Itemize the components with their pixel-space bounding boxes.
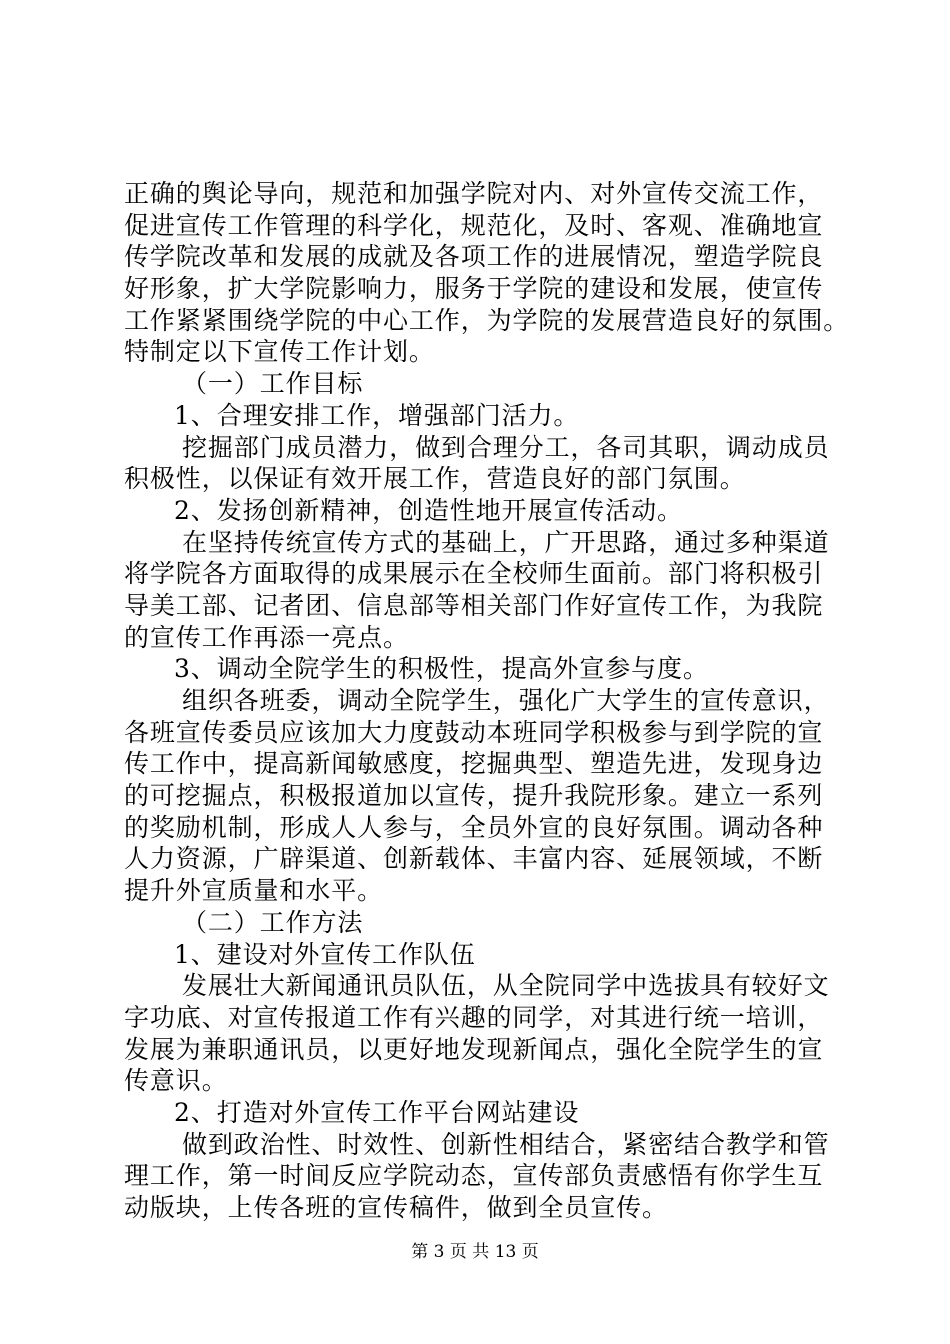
text-line: 2、发扬创新精神，创造性地开展宣传活动。 — [174, 495, 683, 525]
text-line: （一）工作目标 — [182, 369, 364, 399]
text-line: 挖掘部门成员潜力，做到合理分工，各司其职，调动成员 — [182, 432, 830, 462]
text-line: 人力资源，广辟渠道、创新载体、丰富内容、延展领域，不断 — [124, 844, 824, 874]
text-line: 各班宣传委员应该加大力度鼓动本班同学积极参与到学院的宣 — [124, 717, 824, 747]
text-line: 工作紧紧围绕学院的中心工作，为学院的发展营造良好的氛围。 — [124, 305, 850, 335]
text-line: 将学院各方面取得的成果展示在全校师生面前。部门将积极引 — [124, 559, 824, 589]
text-line: 字功底、对宣传报道工作有兴趣的同学，对其进行统一培训， — [124, 1002, 824, 1032]
text-line: 的宣传工作再添一亮点。 — [124, 622, 409, 652]
page-footer: 第 3 页 共 13 页 — [411, 1242, 539, 1262]
text-line: 好形象，扩大学院影响力，服务于学院的建设和发展，使宣传 — [124, 274, 824, 304]
text-line: 发展为兼职通讯员，以更好地发现新闻点，强化全院学生的宣 — [124, 1034, 824, 1064]
text-line: 传意识。 — [124, 1066, 228, 1096]
text-line: 的可挖掘点，积极报道加以宣传，提升我院形象。建立一系列 — [124, 781, 824, 811]
text-line: 3、调动全院学生的积极性，提高外宣参与度。 — [174, 654, 709, 684]
text-line: 2、打造对外宣传工作平台网站建设 — [174, 1097, 580, 1127]
text-line: 提升外宣质量和水平。 — [124, 876, 384, 906]
text-line: 积极性，以保证有效开展工作，营造良好的部门氛围。 — [124, 464, 746, 494]
text-line: 发展壮大新闻通讯员队伍，从全院同学中选拔具有较好文 — [182, 971, 830, 1001]
text-line: 组织各班委，调动全院学生，强化广大学生的宣传意识， — [182, 686, 830, 715]
text-line: 的奖励机制，形成人人参与，全员外宣的良好氛围。调动各种 — [124, 812, 824, 842]
text-line: 1、合理安排工作，增强部门活力。 — [174, 400, 580, 430]
text-line: （二）工作方法 — [182, 907, 364, 937]
text-line: 在坚持传统宣传方式的基础上，广开思路，通过多种渠道 — [182, 527, 830, 557]
text-line: 理工作，第一时间反应学院动态，宣传部负责感悟有你学生互 — [124, 1161, 824, 1191]
text-line: 导美工部、记者团、信息部等相关部门作好宣传工作，为我院 — [124, 590, 824, 620]
text-line: 特制定以下宣传工作计划。 — [124, 337, 435, 367]
text-line: 动版块，上传各班的宣传稿件，做到全员宣传。 — [124, 1193, 668, 1222]
text-line: 1、建设对外宣传工作队伍 — [174, 939, 476, 969]
text-line: 传学院改革和发展的成就及各项工作的进展情况，塑造学院良 — [124, 242, 824, 272]
text-line: 促进宣传工作管理的科学化，规范化，及时、客观、准确地宣 — [124, 210, 824, 240]
text-line: 正确的舆论导向，规范和加强学院对内、对外宣传交流工作， — [124, 179, 824, 208]
body-text — [124, 178, 850, 1224]
text-line: 做到政治性、时效性、创新性相结合，紧密结合教学和管 — [182, 1129, 830, 1159]
text-line: 传工作中，提高新闻敏感度，挖掘典型、塑造先进，发现身边 — [124, 749, 824, 779]
